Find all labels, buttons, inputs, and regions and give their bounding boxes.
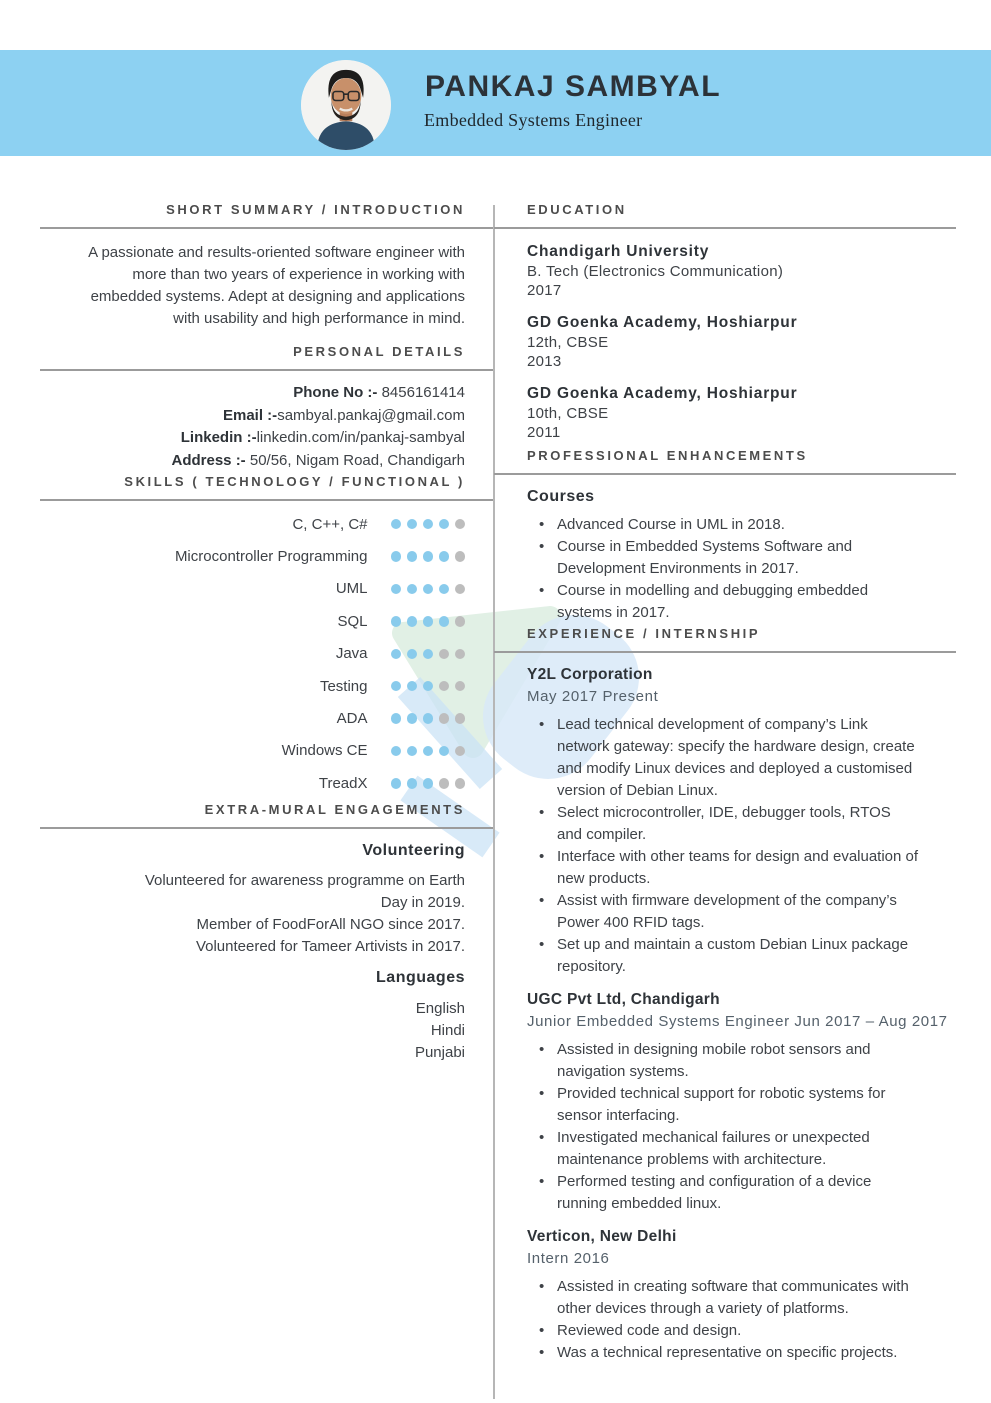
- school-name: GD Goenka Academy, Hoshiarpur: [527, 314, 798, 331]
- skill-dot-empty: [455, 551, 466, 562]
- job-duty: • Provided technical support for robotic systems for sensor interfacing.: [527, 1083, 919, 1127]
- skill-dot-filled: [423, 551, 434, 562]
- course-item: • Course in Embedded Systems Software and Development Environments in 2017.: [527, 536, 919, 580]
- email-value[interactable]: sambyal.pankaj@gmail.com: [277, 406, 465, 424]
- skill-dot-filled: [391, 519, 402, 530]
- job-duty: • Set up and maintain a custom Debian Linux package repository.: [527, 934, 919, 978]
- phone-value: 8456161414: [377, 384, 465, 401]
- job-duties-list: [527, 714, 919, 978]
- job-duty: • Interface with other teams for design and evaluation of new products.: [527, 846, 919, 890]
- skill-dot-empty: [455, 746, 466, 757]
- courses-list: [527, 514, 919, 624]
- skill-dot-filled: [391, 616, 402, 627]
- languages-list: [40, 998, 493, 1064]
- skill-dot-filled: [407, 778, 418, 789]
- skill-row: [40, 735, 493, 767]
- company-name: Y2L Corporation: [527, 666, 653, 683]
- education-item: [527, 313, 956, 371]
- skill-dot-empty: [455, 584, 466, 595]
- skill-name: TreadX: [318, 774, 368, 792]
- experience-item: [527, 1227, 956, 1364]
- personal-details-heading: PERSONAL DETAILS: [40, 342, 493, 371]
- courses-title: Courses: [527, 488, 595, 505]
- job-title-dates: Intern 2016: [527, 1250, 610, 1267]
- skill-dot-filled: [391, 746, 402, 757]
- personal-details: [40, 382, 493, 472]
- address-label: Address :-: [171, 451, 246, 469]
- job-duty: • Was a technical representative on specific projects.: [527, 1342, 919, 1364]
- email-label: Email :-: [223, 406, 278, 424]
- skill-rating: [391, 681, 466, 692]
- graduation-year: 2017: [527, 282, 562, 299]
- skill-dot-empty: [455, 681, 466, 692]
- skill-rating: [391, 649, 466, 660]
- skill-dot-filled: [439, 746, 450, 757]
- language-item: English: [415, 999, 465, 1017]
- skill-dot-empty: [455, 778, 466, 789]
- skill-name: UML: [335, 580, 368, 598]
- skill-name: SQL: [337, 612, 368, 630]
- graduation-year: 2013: [527, 353, 562, 370]
- skill-row: [40, 767, 493, 799]
- course-item: • Course in modelling and debugging embedded systems in 2017.: [527, 580, 919, 624]
- degree: 10th, CBSE: [527, 405, 609, 422]
- skill-name: Microcontroller Programming: [174, 548, 368, 566]
- education-item: [527, 242, 956, 300]
- linkedin-row: [40, 427, 465, 450]
- extra-mural-heading: EXTRA-MURAL ENGAGEMENTS: [40, 800, 493, 829]
- skill-dot-filled: [423, 746, 434, 757]
- job-duty: • Performed testing and configuration of a device running embedded linux.: [527, 1171, 919, 1215]
- skills-section-heading: SKILLS ( TECHNOLOGY / FUNCTIONAL ): [40, 472, 493, 501]
- school-name: GD Goenka Academy, Hoshiarpur: [527, 385, 798, 402]
- skill-dot-empty: [455, 616, 466, 627]
- skill-dot-filled: [391, 584, 402, 595]
- job-duty: • Select microcontroller, IDE, debugger tools, RTOS and compiler.: [527, 802, 919, 846]
- skill-dot-filled: [407, 746, 418, 757]
- skill-rating: [391, 713, 466, 724]
- summary-section-heading: SHORT SUMMARY / INTRODUCTION: [40, 200, 493, 229]
- company-name: UGC Pvt Ltd, Chandigarh: [527, 991, 720, 1008]
- person-name: PANKAJ SAMBYAL: [425, 70, 722, 103]
- job-duties-list: [527, 1039, 919, 1215]
- job-duty: • Assist with firmware development of the company’s Power 400 RFID tags.: [527, 890, 919, 934]
- skill-dot-filled: [391, 713, 402, 724]
- job-duty: • Lead technical development of company’s Link network gateway: specify the hardware design, create and modify Linux devices and deployed a customised version of Debian Linux.: [527, 714, 919, 802]
- skill-dot-filled: [391, 649, 402, 660]
- degree: 12th, CBSE: [527, 334, 609, 351]
- experience-heading: EXPERIENCE / INTERNSHIP: [494, 624, 956, 653]
- skill-dot-filled: [407, 713, 418, 724]
- skill-dot-filled: [407, 649, 418, 660]
- linkedin-value[interactable]: linkedin.com/in/pankaj-sambyal: [256, 429, 465, 446]
- skill-dot-filled: [391, 681, 402, 692]
- left-column: [40, 200, 493, 1064]
- address-value: 50/56, Nigam Road, Chandigarh: [245, 451, 465, 469]
- skill-dot-filled: [423, 778, 434, 789]
- avatar-illustration: [301, 60, 391, 150]
- job-duties-list: [527, 1276, 919, 1364]
- skill-row: [40, 670, 493, 702]
- volunteering-list: [40, 870, 493, 958]
- skill-name: Testing: [319, 677, 368, 695]
- language-item: Hindi: [430, 1021, 465, 1039]
- volunteering-item: Volunteered for Tameer Artivists in 2017.: [195, 937, 465, 955]
- job-duty: • Reviewed code and design.: [527, 1320, 919, 1342]
- education-heading: EDUCATION: [494, 200, 956, 229]
- person-job-title: Embedded Systems Engineer: [424, 110, 643, 130]
- experience-item: [527, 665, 956, 978]
- skill-row: [40, 508, 493, 540]
- course-item: • Advanced Course in UML in 2018.: [527, 514, 919, 536]
- summary-text: A passionate and results-oriented software engineer with more than two years of experience in working with embedded systems. Adept at designing and applications with usability and high performance in mind.: [88, 244, 465, 327]
- experience-item: [527, 990, 956, 1215]
- job-duty: • Assisted in designing mobile robot sensors and navigation systems.: [527, 1039, 919, 1083]
- skill-dot-filled: [439, 584, 450, 595]
- graduation-year: 2011: [527, 424, 561, 441]
- skill-rating: [391, 519, 466, 530]
- skill-dot-filled: [423, 616, 434, 627]
- volunteering-title: Volunteering: [362, 841, 465, 859]
- skill-rating: [391, 778, 466, 789]
- skill-dot-filled: [439, 551, 450, 562]
- professional-enhancements-heading: PROFESSIONAL ENHANCEMENTS: [494, 446, 956, 475]
- skill-row: [40, 638, 493, 670]
- skill-dot-filled: [391, 551, 402, 562]
- phone-row: [40, 382, 465, 405]
- profile-photo: [301, 60, 391, 150]
- job-duty: • Investigated mechanical failures or unexpected maintenance problems with architecture.: [527, 1127, 919, 1171]
- skill-dot-filled: [407, 616, 418, 627]
- skill-name: Java: [335, 645, 368, 663]
- skill-dot-empty: [455, 713, 466, 724]
- skill-rating: [391, 746, 466, 757]
- skill-dot-filled: [439, 616, 450, 627]
- skill-dot-filled: [407, 551, 418, 562]
- skill-dot-empty: [439, 681, 450, 692]
- skill-rating: [391, 616, 466, 627]
- school-name: Chandigarh University: [527, 243, 710, 260]
- skill-dot-filled: [407, 519, 418, 530]
- skill-dot-filled: [423, 519, 434, 530]
- skill-dot-filled: [391, 778, 402, 789]
- skill-dot-filled: [423, 649, 434, 660]
- volunteering-item: Volunteered for awareness programme on Earth Day in 2019.: [144, 871, 465, 911]
- skill-row: [40, 573, 493, 605]
- language-item: Punjabi: [414, 1043, 465, 1061]
- skill-row: [40, 702, 493, 734]
- job-duty: • Assisted in creating software that communicates with other devices through a variety of platforms.: [527, 1276, 919, 1320]
- phone-label: Phone No :-: [293, 384, 378, 401]
- skill-rating: [391, 584, 466, 595]
- skill-dot-filled: [423, 681, 434, 692]
- skill-dot-filled: [423, 713, 434, 724]
- skill-dot-filled: [439, 519, 450, 530]
- languages-title: Languages: [376, 968, 465, 986]
- email-row: [40, 405, 465, 428]
- skill-row: [40, 605, 493, 637]
- degree: B. Tech (Electronics Communication): [527, 263, 784, 280]
- skill-dot-empty: [439, 713, 450, 724]
- skill-rating: [391, 551, 466, 562]
- skill-name: Windows CE: [281, 742, 368, 760]
- skill-dot-empty: [455, 519, 466, 530]
- skill-dot-empty: [439, 778, 450, 789]
- address-row: [40, 450, 465, 473]
- volunteering-item: Member of FoodForAll NGO since 2017.: [196, 915, 465, 933]
- job-dates: May 2017 Present: [527, 688, 659, 705]
- skills-list: [40, 508, 493, 800]
- skill-name: ADA: [336, 710, 368, 728]
- company-name: Verticon, New Delhi: [527, 1228, 677, 1245]
- job-title-dates: Junior Embedded Systems Engineer Jun 2017 – Aug 2017: [527, 1013, 948, 1030]
- right-column: [494, 200, 956, 1364]
- skill-dot-empty: [455, 649, 466, 660]
- education-item: [527, 384, 956, 442]
- skill-dot-empty: [439, 649, 450, 660]
- skill-name: C, C++, C#: [292, 515, 368, 533]
- skill-dot-filled: [423, 584, 434, 595]
- skill-dot-filled: [407, 584, 418, 595]
- skill-row: [40, 540, 493, 572]
- skill-dot-filled: [407, 681, 418, 692]
- linkedin-label: Linkedin :-: [180, 429, 257, 446]
